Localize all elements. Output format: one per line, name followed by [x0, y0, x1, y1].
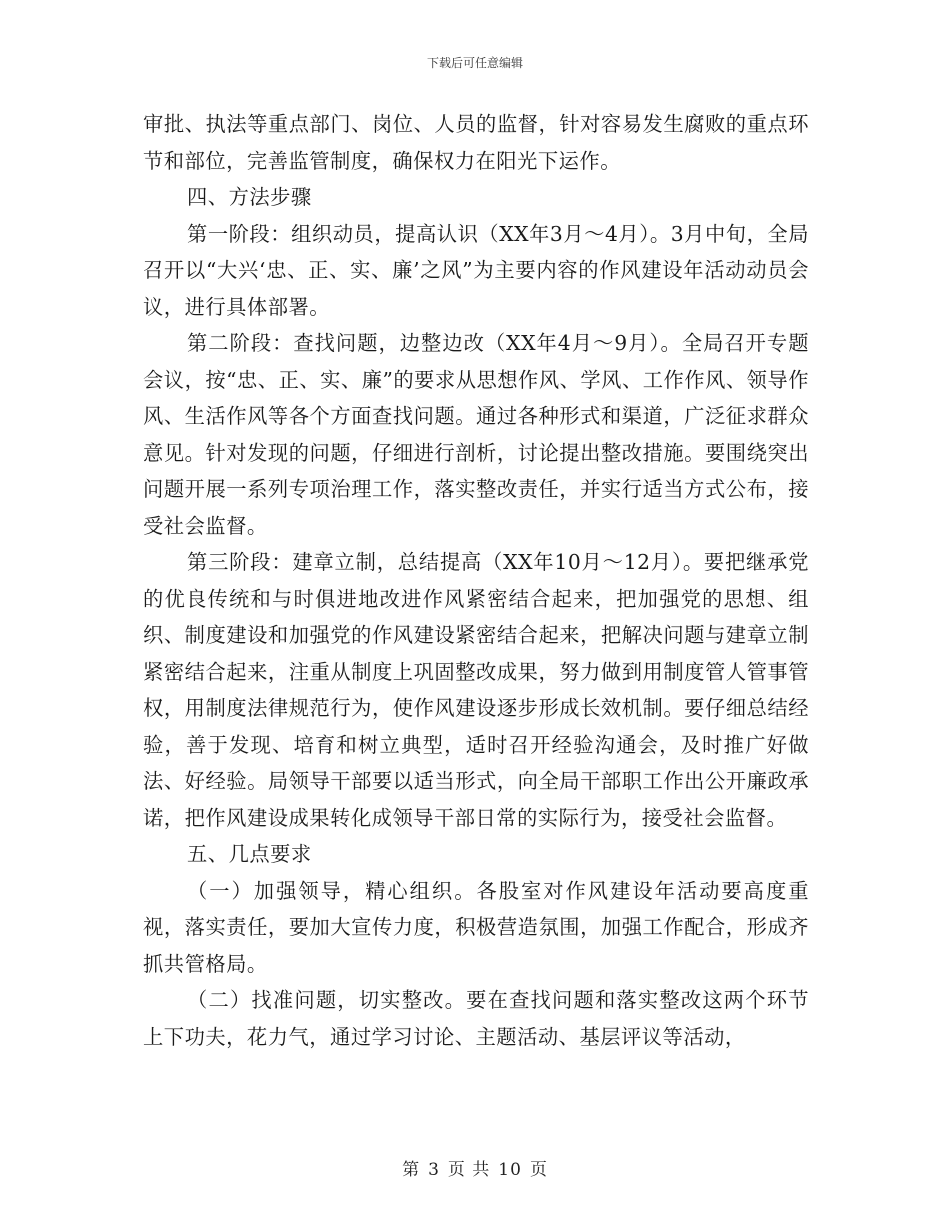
- paragraph-requirement-one: （一）加强领导，精心组织。各股室对作风建设年活动要高度重视，落实责任，要加大宣传力度，积极营造氛围，加强工作配合，形成齐抓共管格局。: [143, 878, 809, 976]
- section-heading-methods: 四、方法步骤: [187, 185, 312, 209]
- footer-page-current: 3: [428, 1160, 440, 1180]
- page-footer: [0, 1155, 950, 1180]
- page-header: 下载后可任意编辑: [426, 56, 523, 70]
- footer-prefix: 第: [402, 1160, 421, 1180]
- paragraph-stage-one: 第一阶段：组织动员，提高认识（XX年3月～4月）。3月中旬，全局召开以“大兴‘忠、正、实、廉’之风”为主要内容的作风建设年活动动员会议，进行具体部署。: [143, 221, 809, 319]
- footer-middle: 页 共: [447, 1160, 491, 1180]
- paragraph-continuation: 审批、执法等重点部门、岗位、人员的监督，针对容易发生腐败的重点环节和部位，完善监管制度，确保权力在阳光下运作。: [143, 112, 809, 173]
- footer-suffix: 页: [529, 1160, 548, 1180]
- section-heading-requirements: 五、几点要求: [187, 842, 312, 866]
- footer-page-total: 10: [498, 1160, 522, 1180]
- paragraph-stage-three: 第三阶段：建章立制，总结提高（XX年10月～12月）。要把继承党的优良传统和与时俱进地改进作风紧密结合起来，把加强党的思想、组织、制度建设和加强党的作风建设紧密结合起来，把解决问题与建章立制紧密结合起来，注重从制度上巩固整改成果，努力做到用制度管人管事管权，用制度法律规范行为，使作风建设逐步形成长效机制。要仔细总结经验，善于发现、培育和树立典型，适时召开经验沟通会，及时推广好做法、好经验。局领导干部要以适当形式，向全局干部职工作出公开廉政承诺，把作风建设成果转化成领导干部日常的实际行为，接受社会监督。: [143, 550, 809, 830]
- paragraph-stage-two: 第二阶段：查找问题，边整边改（XX年4月～9月）。全局召开专题会议，按“忠、正、实、廉”的要求从思想作风、学风、工作作风、领导作风、生活作风等各个方面查找问题。通过各种形式和渠道，广泛征求群众意见。针对发现的问题，仔细进行剖析，讨论提出整改措施。要围绕突出问题开展一系列专项治理工作，落实整改责任，并实行适当方式公布，接受社会监督。: [143, 331, 809, 538]
- document-body: [143, 106, 809, 1055]
- paragraph-requirement-two: （二）找准问题，切实整改。要在查找问题和落实整改这两个环节上下功夫，花力气，通过学习讨论、主题活动、基层评议等活动，: [143, 988, 809, 1049]
